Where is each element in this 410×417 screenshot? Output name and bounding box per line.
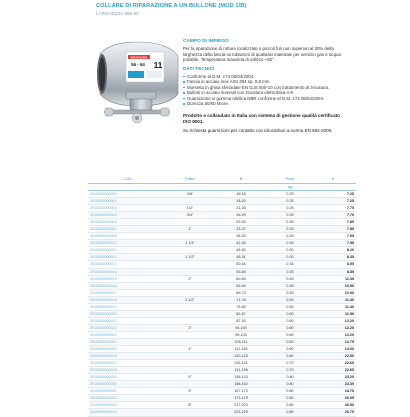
- cell-b: 18-20: [212, 198, 270, 205]
- cell-prezzo: 22.65: [310, 360, 356, 367]
- cell-prezzo: 7.70: [310, 205, 356, 212]
- cell-cod: 3010000000023: [88, 331, 168, 338]
- cell-b: 38-42: [212, 233, 270, 240]
- cell-peso: 0.70: [270, 360, 310, 367]
- cell-pollici: [168, 247, 212, 254]
- table-row: [88, 296, 356, 303]
- cell-pollici: 1 1/4": [168, 240, 212, 247]
- cell-peso: 0.70: [270, 367, 310, 374]
- cell-pollici: [168, 353, 212, 360]
- table-row: [88, 338, 356, 345]
- dati-item: Guarnizione in gomma nitrilica NBR conforme al D.M. 174 06/04/2004.: [183, 96, 343, 102]
- cell-peso: 0.50: [270, 310, 310, 317]
- cell-prezzo: 12.20: [310, 324, 356, 331]
- cell-b: 131-136: [212, 367, 270, 374]
- cell-b: 173-179: [212, 395, 270, 402]
- table-row: [88, 324, 356, 331]
- cell-peso: 0.30: [270, 240, 310, 247]
- cell-b: 87-93: [212, 317, 270, 324]
- cell-cod: 3010000000003: [88, 205, 168, 212]
- dati-item: Fascia in acciaio inox AISI 304 sp. 0,8 mm: [183, 79, 343, 85]
- cell-prezzo: 7.95: [310, 240, 356, 247]
- table-row: [88, 233, 356, 240]
- cell-peso: 0.25: [270, 212, 310, 219]
- cell-prezzo: 8.35: [310, 254, 356, 261]
- cell-b: 223-229: [212, 409, 270, 416]
- cell-pollici: [168, 261, 212, 268]
- cell-prezzo: 7.70: [310, 212, 356, 219]
- cell-b: 112-118: [212, 346, 270, 353]
- cell-peso: 0.50: [270, 303, 310, 310]
- cell-peso: 0.30: [270, 247, 310, 254]
- cell-cod: 3010000000016: [88, 282, 168, 289]
- cell-peso: 0.50: [270, 296, 310, 303]
- cell-cod: 3010000000018: [88, 296, 168, 303]
- cell-pollici: 5": [168, 374, 212, 381]
- table-row: [88, 395, 356, 402]
- cell-prezzo: 13.00: [310, 346, 356, 353]
- cell-pollici: 1": [168, 226, 212, 233]
- table-row: [88, 191, 356, 198]
- cell-prezzo: 26.50: [310, 402, 356, 409]
- cell-b: 26-29: [212, 212, 270, 219]
- cell-cod: 3010000000029: [88, 374, 168, 381]
- spec-panel: [183, 39, 343, 134]
- cell-cod: 3010000000004: [88, 212, 168, 219]
- cell-cod: 3010000000014: [88, 268, 168, 275]
- cell-pollici: [168, 317, 212, 324]
- cell-cod: 3010000000022: [88, 324, 168, 331]
- cell-cod: 3010000000001: [88, 198, 168, 205]
- cell-pollici: [168, 360, 212, 367]
- gasket-note: Su richiesta guarnizioni per contatto con idrocarburi a norma EN 682-2006.: [183, 128, 333, 134]
- svg-text:FIDUCCIARIA: FIDUCCIARIA: [130, 56, 148, 60]
- cell-cod: 3010000000021: [88, 317, 168, 324]
- cell-b: 71-76: [212, 296, 270, 303]
- cell-peso: 0.30: [270, 226, 310, 233]
- dati-item: Conforme al D.M. 174 06/04/2004.: [183, 74, 343, 80]
- cell-peso: 0.35: [270, 261, 310, 268]
- table-row: [88, 268, 356, 275]
- cell-peso: 0.60: [270, 324, 310, 331]
- cell-peso: 0.80: [270, 388, 310, 395]
- cell-b: 50-54: [212, 261, 270, 268]
- cell-pollici: 1/2": [168, 205, 212, 212]
- table-row: [88, 402, 356, 409]
- cell-pollici: [168, 268, 212, 275]
- cell-prezzo: 26.05: [310, 395, 356, 402]
- page-header: [4, 0, 406, 22]
- cell-cod: 3010000000030: [88, 381, 168, 388]
- page-subtitle: LARGHEZZA MM 80: [96, 11, 139, 16]
- cell-peso: 0.25: [270, 198, 310, 205]
- campo-heading: CAMPO DI IMPIEGO: [183, 39, 229, 44]
- page-title: COLLARE DI RIPARAZIONE A UN BULLONE (MOD 1/B): [96, 3, 247, 9]
- cell-cod: 3010000000008: [88, 233, 168, 240]
- cell-pollici: 2": [168, 275, 212, 282]
- cell-cod: 3010000000020: [88, 310, 168, 317]
- dati-item: Bulloni in acciaio inversiti con zincatura elettrolitica A 8.: [183, 90, 343, 96]
- cell-peso: 0.45: [270, 282, 310, 289]
- cell-pollici: 2 1/2": [168, 296, 212, 303]
- cell-pollici: [168, 198, 212, 205]
- cell-cod: 3010000000031: [88, 388, 168, 395]
- col-header-pollici: Pollici: [168, 175, 212, 184]
- cell-peso: 0.60: [270, 346, 310, 353]
- cell-b: 94-100: [212, 324, 270, 331]
- cell-peso: 0.45: [270, 275, 310, 282]
- col-header-prezzo: €: [310, 175, 356, 184]
- cell-b: 33-37: [212, 226, 270, 233]
- table-row: [88, 205, 356, 212]
- cell-peso: 0.30: [270, 254, 310, 261]
- cell-peso: 0.30: [270, 219, 310, 226]
- cell-b: 55-60: [212, 268, 270, 275]
- cell-pollici: [168, 381, 212, 388]
- cell-b: 126-131: [212, 360, 270, 367]
- table-row: [88, 317, 356, 324]
- cell-cod: 3010000000011: [88, 247, 168, 254]
- cell-cod: 3010000000005: [88, 219, 168, 226]
- cell-prezzo: 11.40: [310, 296, 356, 303]
- campo-text: Per la riparazione di rotture localizzate o piccoli fori non superiori al 30% della larghezza della fascia su tubazioni di qualsiasi materiale per servizio gas e acqua potabile. Temperatura massima di utilizzo +60°.: [183, 46, 341, 63]
- cell-b: 217-223: [212, 402, 270, 409]
- cell-peso: 0.80: [270, 374, 310, 381]
- cell-pollici: [168, 289, 212, 296]
- cell-b: 99-104: [212, 331, 270, 338]
- cell-b: 46-50: [212, 247, 270, 254]
- table-row: [88, 303, 356, 310]
- cell-b: 76-80: [212, 303, 270, 310]
- table-row: [88, 381, 356, 388]
- table-row: [88, 212, 356, 219]
- cell-pollici: [168, 367, 212, 374]
- cell-pollici: 6": [168, 388, 212, 395]
- table-row: [88, 247, 356, 254]
- cell-peso: 0.80: [270, 395, 310, 402]
- cell-pollici: [168, 303, 212, 310]
- dati-item: Morsetto in ghisa sferoidale EN GJS 500-10 con trattamento di zincatura.: [183, 85, 343, 91]
- cell-b: 65-69: [212, 282, 270, 289]
- cell-cod: 3010000000013: [88, 261, 168, 268]
- cell-prezzo: 26.70: [310, 409, 356, 416]
- cell-cod: 3010000000026: [88, 353, 168, 360]
- cell-pollici: 4": [168, 346, 212, 353]
- table-row: [88, 353, 356, 360]
- cell-prezzo: 10.90: [310, 282, 356, 289]
- table-row: [88, 198, 356, 205]
- cell-pollici: [168, 338, 212, 345]
- cell-b: 21-25: [212, 205, 270, 212]
- table-row: [88, 254, 356, 261]
- dati-item: Durezza 50/60 shore.: [183, 101, 343, 107]
- col-header-peso-unit: kg: [270, 184, 310, 191]
- cell-prezzo: 12.20: [310, 317, 356, 324]
- cell-pollici: [168, 282, 212, 289]
- cell-pollici: [168, 219, 212, 226]
- cell-cod: 3010000000033: [88, 402, 168, 409]
- cell-b: 105-111: [212, 338, 270, 345]
- cell-peso: 0.60: [270, 331, 310, 338]
- cell-b: 16-18: [212, 191, 270, 198]
- cell-b: 82-87: [212, 310, 270, 317]
- cell-cod: 3010000000010: [88, 240, 168, 247]
- table-row: [88, 226, 356, 233]
- cell-b: 120-125: [212, 353, 270, 360]
- cell-prezzo: 24.75: [310, 388, 356, 395]
- cell-prezzo: 12.75: [310, 338, 356, 345]
- table-row: [88, 409, 356, 416]
- cell-prezzo: 7.25: [310, 191, 356, 198]
- table-row: [88, 367, 356, 374]
- cell-prezzo: 11.50: [310, 310, 356, 317]
- cell-b: 158-162: [212, 381, 270, 388]
- cell-peso: 0.30: [270, 233, 310, 240]
- cell-prezzo: 8.50: [310, 261, 356, 268]
- col-header-cod: COD.: [88, 175, 168, 184]
- cell-prezzo: 11.35: [310, 275, 356, 282]
- cell-cod: 3010000000007: [88, 226, 168, 233]
- cell-pollici: 3/8": [168, 191, 212, 198]
- table-row: [88, 219, 356, 226]
- cell-peso: 0.35: [270, 268, 310, 275]
- col-header-b: B: [212, 175, 270, 184]
- cell-cod: 3010000000032: [88, 395, 168, 402]
- cell-cod: 3010000000027: [88, 360, 168, 367]
- cell-b: 138-143: [212, 374, 270, 381]
- table-row: [88, 282, 356, 289]
- cell-peso: 0.80: [270, 409, 310, 416]
- cell-cod: 3010000000028: [88, 367, 168, 374]
- cell-b: 42-45: [212, 240, 270, 247]
- cell-cod: 3010000000034: [88, 409, 168, 416]
- cell-pollici: 3/4": [168, 212, 212, 219]
- cell-prezzo: 22.65: [310, 367, 356, 374]
- cell-pollici: [168, 233, 212, 240]
- cell-prezzo: 7.25: [310, 198, 356, 205]
- table-row: [88, 388, 356, 395]
- cell-prezzo: 23.20: [310, 374, 356, 381]
- cell-b: 69-73: [212, 289, 270, 296]
- cell-peso: 0.25: [270, 191, 310, 198]
- price-table: [88, 175, 356, 417]
- table-row: [88, 275, 356, 282]
- cell-peso: 0.45: [270, 289, 310, 296]
- cell-prezzo: 11.40: [310, 303, 356, 310]
- cell-cod: 3010000000025: [88, 346, 168, 353]
- cell-pollici: 1 1/2": [168, 254, 212, 261]
- cell-prezzo: 7.85: [310, 219, 356, 226]
- cell-peso: 0.50: [270, 317, 310, 324]
- cell-prezzo: 7.95: [310, 233, 356, 240]
- cell-peso: 0.80: [270, 381, 310, 388]
- table-row: [88, 240, 356, 247]
- cell-pollici: 8": [168, 402, 212, 409]
- cell-prezzo: 7.85: [310, 226, 356, 233]
- cell-prezzo: 8.20: [310, 247, 356, 254]
- cell-cod: 3010000000015: [88, 275, 168, 282]
- cell-prezzo: 12.20: [310, 331, 356, 338]
- cell-peso: 0.80: [270, 402, 310, 409]
- table-row: [88, 331, 356, 338]
- cell-pollici: [168, 395, 212, 402]
- cell-b: 60-64: [212, 275, 270, 282]
- label-size-text: 56 - 64: [131, 62, 145, 67]
- cell-b: 167-173: [212, 388, 270, 395]
- cell-cod: 3010000000012: [88, 254, 168, 261]
- table-row: [88, 374, 356, 381]
- cell-prezzo: 8.85: [310, 268, 356, 275]
- cell-prezzo: 24.30: [310, 381, 356, 388]
- cell-prezzo: 10.90: [310, 289, 356, 296]
- cell-pollici: [168, 409, 212, 416]
- cell-cod: 3010000000024: [88, 338, 168, 345]
- cell-prezzo: 22.30: [310, 353, 356, 360]
- cell-cod: 3010000000019: [88, 303, 168, 310]
- dati-heading: DATI TECNICI: [183, 66, 215, 72]
- quality-note: Prodotto e collaudato in Italia con sistema di gestione qualità certificato ISO 9001.: [183, 112, 340, 124]
- table-row: [88, 360, 356, 367]
- cell-pollici: 3": [168, 324, 212, 331]
- col-header-peso: Peso: [270, 175, 310, 184]
- dati-list: [183, 74, 343, 107]
- cell-cod: 3010000000017: [88, 289, 168, 296]
- cell-peso: 0.25: [270, 205, 310, 212]
- cell-peso: 0.60: [270, 353, 310, 360]
- cell-pollici: [168, 310, 212, 317]
- cell-b: 29-33: [212, 219, 270, 226]
- product-photo: [90, 32, 185, 130]
- label-size-number: 11: [153, 61, 163, 70]
- table-row: [88, 289, 356, 296]
- cell-b: 48-51: [212, 254, 270, 261]
- cell-cod: 3010000000000: [88, 191, 168, 198]
- table-row: [88, 261, 356, 268]
- table-row: [88, 346, 356, 353]
- table-row: [88, 310, 356, 317]
- cell-pollici: [168, 331, 212, 338]
- cell-peso: 0.60: [270, 338, 310, 345]
